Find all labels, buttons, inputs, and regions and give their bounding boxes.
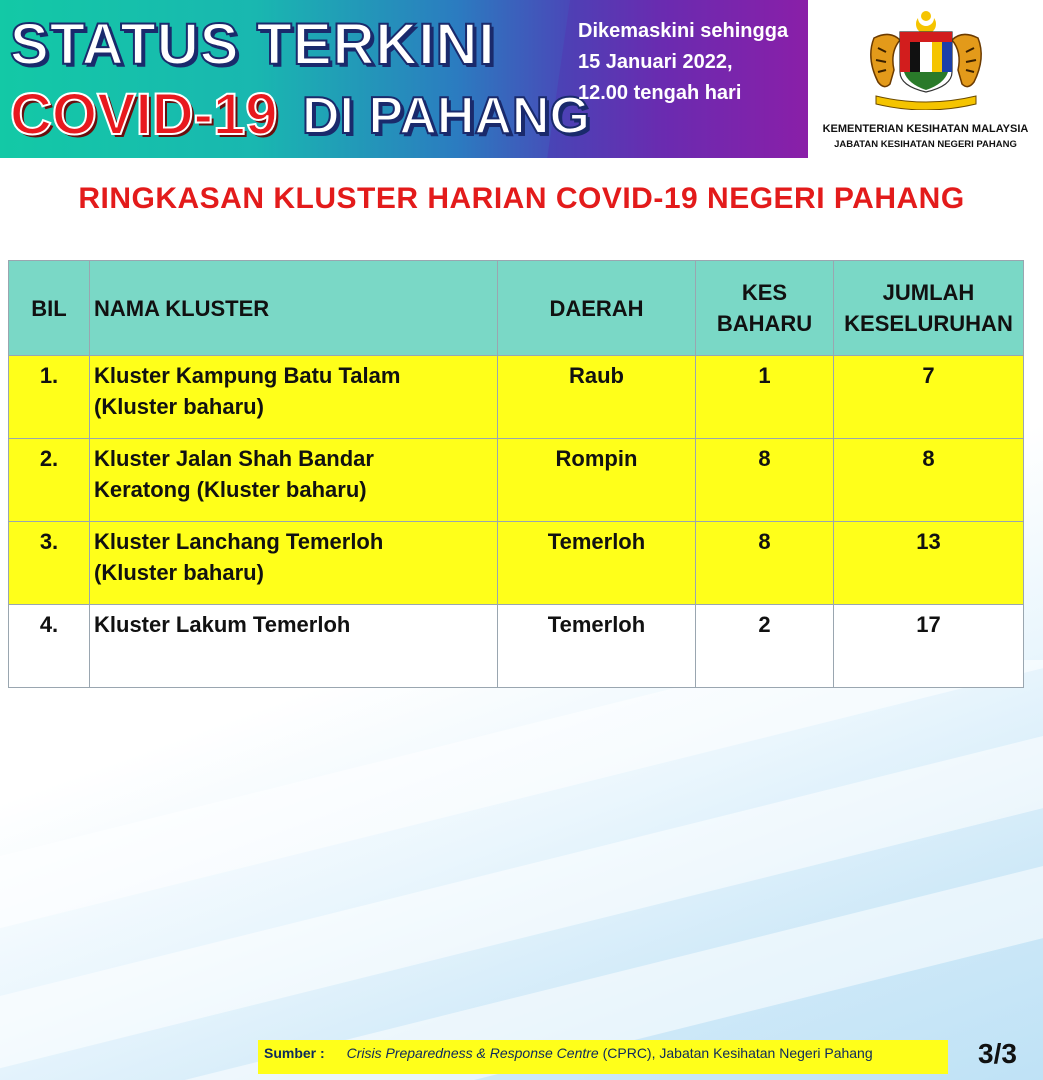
row-jumlah: 7 (834, 356, 1024, 439)
department-label: JABATAN KESIHATAN NEGERI PAHANG (834, 139, 1017, 150)
row-jumlah: 17 (834, 605, 1024, 688)
row-bil: 2. (9, 439, 90, 522)
cluster-name-line1: Kluster Kampung Batu Talam (94, 363, 401, 388)
ministry-name (808, 122, 1043, 152)
header-nama: NAMA KLUSTER (90, 261, 498, 356)
header-kes-baharu (696, 261, 834, 356)
cluster-name-line1: Kluster Lakum Temerloh (94, 612, 351, 637)
table-row (9, 356, 1024, 439)
table-row (9, 439, 1024, 522)
row-cluster-name (90, 356, 498, 439)
source-institution: Crisis Preparedness & Response Centre (346, 1045, 599, 1061)
page-subtitle: RINGKASAN KLUSTER HARIAN COVID-19 NEGERI PAHANG (78, 182, 965, 215)
update-time: 12.00 tengah hari (578, 82, 742, 104)
cluster-name-line2: (Kluster baharu) (94, 394, 264, 419)
row-cluster-name (90, 522, 498, 605)
cluster-name-line2: (Kluster baharu) (94, 560, 264, 585)
header (0, 0, 1043, 158)
row-bil: 1. (9, 356, 90, 439)
table-header-row (9, 261, 1024, 356)
row-cluster-name (90, 605, 498, 688)
header-jumlah-line1: JUMLAH (882, 280, 975, 305)
table-row (9, 605, 1024, 688)
header-jumlah (834, 261, 1024, 356)
cluster-table (8, 260, 1024, 688)
update-date: 15 Januari 2022, (578, 51, 733, 73)
row-jumlah: 13 (834, 522, 1024, 605)
malaysia-coat-of-arms-icon (856, 8, 996, 110)
cluster-name-line1: Kluster Jalan Shah Bandar (94, 446, 374, 471)
row-kes-baharu: 8 (696, 522, 834, 605)
row-daerah: Temerloh (498, 522, 696, 605)
header-daerah: DAERAH (498, 261, 696, 356)
page-number: 3/3 (978, 1038, 1017, 1069)
row-kes-baharu: 1 (696, 356, 834, 439)
row-daerah: Rompin (498, 439, 696, 522)
ministry-logo-area (808, 0, 1043, 158)
row-bil: 3. (9, 522, 90, 605)
header-kes-line2: BAHARU (716, 311, 813, 336)
title-line-1: STATUS TERKINI (10, 12, 496, 77)
header-jumlah-line2: KESELURUHAN (844, 311, 1013, 336)
update-line: Dikemaskini sehingga (578, 20, 789, 42)
source-rest: (CPRC), Jabatan Kesihatan Negeri Pahang (598, 1045, 873, 1061)
background-bands (0, 660, 1043, 1080)
source-label: Sumber : (264, 1045, 325, 1061)
row-jumlah: 8 (834, 439, 1024, 522)
row-daerah: Temerloh (498, 605, 696, 688)
header-kes-line1: KES (741, 280, 788, 305)
title-covid: COVID-19 (10, 82, 278, 147)
row-bil: 4. (9, 605, 90, 688)
ministry-label: KEMENTERIAN KESIHATAN MALAYSIA (822, 123, 1029, 135)
row-daerah: Raub (498, 356, 696, 439)
source-note (258, 1040, 948, 1074)
row-kes-baharu: 8 (696, 439, 834, 522)
row-cluster-name (90, 439, 498, 522)
header-bil: BIL (9, 261, 90, 356)
cluster-name-line2: Keratong (Kluster baharu) (94, 477, 367, 502)
title-location: DI PAHANG (302, 87, 590, 145)
row-kes-baharu: 2 (696, 605, 834, 688)
update-notice (578, 16, 803, 109)
cluster-name-line1: Kluster Lanchang Temerloh (94, 529, 384, 554)
table-row (9, 522, 1024, 605)
